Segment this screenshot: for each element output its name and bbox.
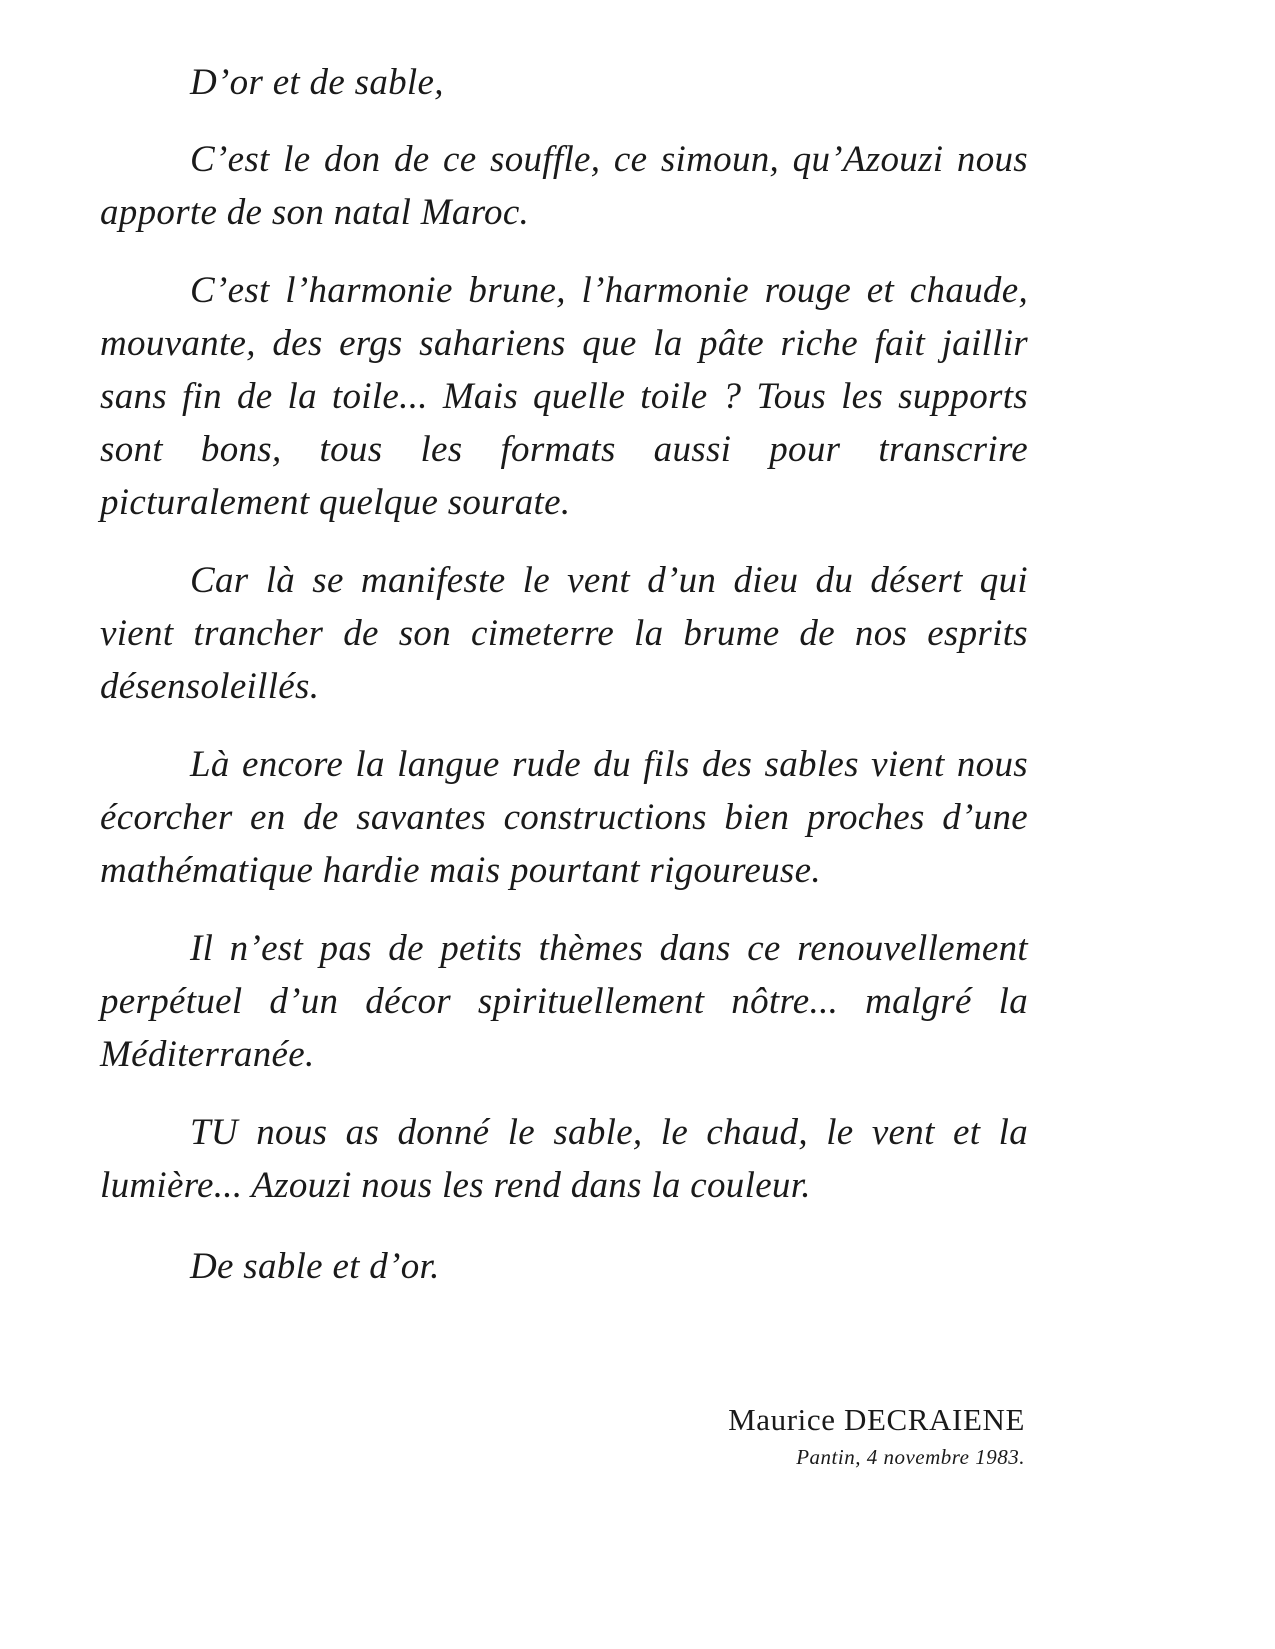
poem-text <box>100 56 1028 1318</box>
paragraph: Car là se manifeste le vent d’un dieu du désert qui vient trancher de son cimeterre la brume de nos esprits désensoleillés. <box>100 560 1028 707</box>
signature-block <box>728 1398 1025 1472</box>
author-name: Maurice DECRAIENE <box>728 1402 1025 1437</box>
closing-line: De sable et d’or. <box>190 1246 440 1287</box>
paragraph: Là encore la langue rude du fils des sables vient nous écorcher en de savantes constructions bien proches d’une mathématique hardie mais pourtant rigoureuse. <box>100 744 1028 891</box>
paragraph: C’est l’harmonie brune, l’harmonie rouge et chaude, mouvante, des ergs sahariens que la pâte riche fait jaillir sans fin de la toile... Mais quelle toile ? Tous les supports sont bons, tous les formats aussi pour transcrire picturalement quelque sourate. <box>100 270 1028 523</box>
opening-line: D’or et de sable, <box>190 62 444 103</box>
place-date: Pantin, 4 novembre 1983. <box>796 1445 1025 1469</box>
paragraph: Il n’est pas de petits thèmes dans ce renouvellement perpétuel d’un décor spirituellement nôtre... malgré la Méditerranée. <box>100 928 1028 1075</box>
paragraph: TU nous as donné le sable, le chaud, le vent et la lumière... Azouzi nous les rend dans la couleur. <box>100 1112 1028 1206</box>
paragraph: C’est le don de ce souffle, ce simoun, qu’Azouzi nous apporte de son natal Maroc. <box>100 139 1028 233</box>
